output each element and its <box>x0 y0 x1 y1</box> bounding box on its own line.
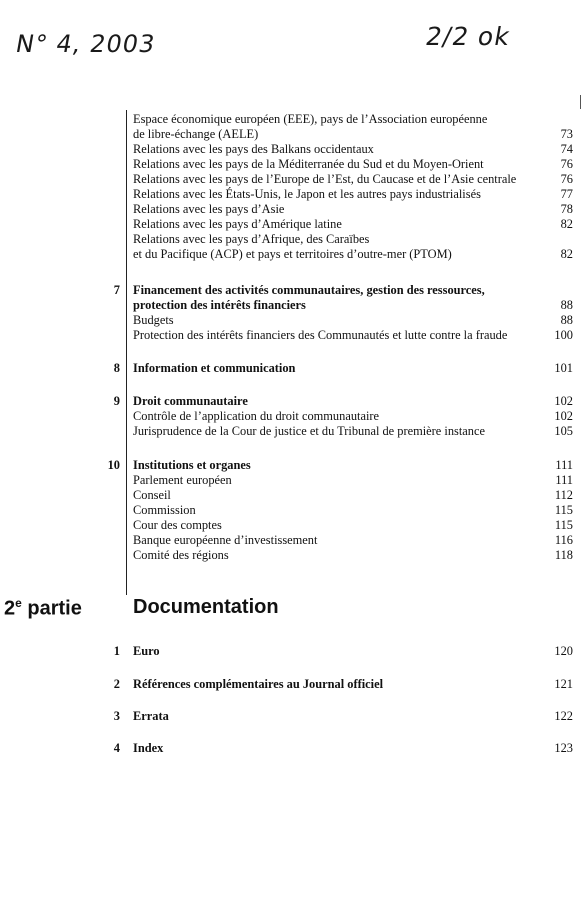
section-title-text: Information et communication <box>133 361 296 375</box>
toc-entry-page: 116 <box>554 533 573 547</box>
toc-entry[interactable] <box>133 112 573 127</box>
toc-entry[interactable] <box>133 488 573 503</box>
section-title[interactable] <box>133 394 573 409</box>
section-title-text: protection des intérêts financiers <box>133 298 306 312</box>
toc-entry-text: Jurisprudence de la Cour de justice et du Tribunal de première instance <box>133 424 486 438</box>
toc-entry-page: 105 <box>554 424 573 438</box>
toc-entry-page: 88 <box>560 313 573 327</box>
toc-entry-text: Espace économique européen (EEE), pays de l’Association européenne <box>133 112 488 126</box>
toc-entry[interactable] <box>133 202 573 217</box>
toc-entry-page: 76 <box>560 172 573 186</box>
toc-entry[interactable] <box>133 187 573 202</box>
toc-entry-text: Parlement européen <box>133 473 232 487</box>
section-title[interactable] <box>133 677 573 692</box>
section-title-text: Euro <box>133 644 160 658</box>
toc-entry-text: Commission <box>133 503 196 517</box>
section-title-page: 121 <box>554 677 573 691</box>
section-number: 7 <box>113 283 120 297</box>
section-number: 9 <box>113 394 120 408</box>
toc-entry-text: Contrôle de l’application du droit communautaire <box>133 409 380 423</box>
toc-entry-text: Relations avec les pays de l’Europe de l’Est, du Caucase et de l’Asie centrale <box>133 172 517 186</box>
section-title-page: 122 <box>554 709 573 723</box>
toc-entry-page: 112 <box>554 488 573 502</box>
toc-entry-text: Relations avec les pays d’Asie <box>133 202 285 216</box>
toc-entry[interactable] <box>133 533 573 548</box>
toc-entry-text: Banque européenne d’investissement <box>133 533 318 547</box>
handwritten-issue-note: N° 4, 2003 <box>13 30 158 58</box>
toc-entry-text: Relations avec les pays d’Afrique, des Caraïbes <box>133 232 370 246</box>
section-title-page: 102 <box>554 394 573 408</box>
section-number: 8 <box>113 361 120 375</box>
toc-entry-text: Comité des régions <box>133 548 229 562</box>
section-title-page: 111 <box>555 458 573 472</box>
toc-entry-page: 74 <box>560 142 573 156</box>
section-title-text: Financement des activités communautaires, gestion des ressources, <box>133 283 485 297</box>
toc-entry[interactable] <box>133 424 573 439</box>
section-title[interactable] <box>133 361 573 376</box>
section-title[interactable] <box>133 644 573 659</box>
part-title: Documentation <box>133 596 279 618</box>
toc-entry[interactable] <box>133 313 573 328</box>
section-title[interactable] <box>133 298 573 313</box>
toc-entry[interactable] <box>133 247 573 262</box>
section-title-text: Errata <box>133 709 169 723</box>
part-ordinal-suffix: e <box>15 596 22 610</box>
toc-entry-text: Conseil <box>133 488 171 502</box>
toc-entry-text: Relations avec les pays de la Méditerranée du Sud et du Moyen-Orient <box>133 157 484 171</box>
toc-entry-text: Protection des intérêts financiers des Communautés et lutte contre la fraude <box>133 328 508 342</box>
toc-entry[interactable] <box>133 328 573 343</box>
toc-entry-page: 100 <box>554 328 573 342</box>
section-title-text: Références complémentaires au Journal officiel <box>133 677 384 691</box>
toc-entry-page: 78 <box>560 202 573 216</box>
toc-entry-page: 115 <box>554 518 573 532</box>
section-number: 10 <box>107 458 120 472</box>
toc-entry[interactable] <box>133 518 573 533</box>
toc-entry[interactable] <box>133 127 573 142</box>
toc-entry-page: 115 <box>554 503 573 517</box>
toc-entry-text: Relations avec les pays d’Amérique latine <box>133 217 342 231</box>
toc-entry-page: 118 <box>554 548 573 562</box>
section-title-text: Index <box>133 741 164 755</box>
toc-entry[interactable] <box>133 142 573 157</box>
toc-entry[interactable] <box>133 473 573 488</box>
margin-mark <box>580 95 581 109</box>
section-number: 1 <box>113 644 120 658</box>
section-title-text: Droit communautaire <box>133 394 248 408</box>
toc-entry-text: et du Pacifique (ACP) et pays et territoires d’outre-mer (PTOM) <box>133 247 452 261</box>
toc-entry[interactable] <box>133 503 573 518</box>
section-title[interactable] <box>133 709 573 724</box>
toc-entry-text: Budgets <box>133 313 174 327</box>
toc-entry[interactable] <box>133 172 573 187</box>
part-number: 2 <box>4 597 16 620</box>
toc-entry-text: de libre-échange (AELE) <box>133 127 259 141</box>
section-number: 4 <box>113 741 120 755</box>
section-title[interactable] <box>133 741 573 756</box>
toc-entry-page: 76 <box>560 157 573 171</box>
section-title[interactable] <box>133 283 573 298</box>
toc-entry[interactable] <box>133 157 573 172</box>
part-label: partie <box>21 597 82 620</box>
section-title-page: 101 <box>554 361 573 375</box>
section-title-page: 123 <box>554 741 573 755</box>
toc-entry-page: 102 <box>554 409 573 423</box>
toc-entry-text: Relations avec les États-Unis, le Japon et les autres pays industrialisés <box>133 187 481 201</box>
toc-divider-line <box>126 110 127 595</box>
toc-entry-page: 73 <box>560 127 573 141</box>
toc-entry-text: Cour des comptes <box>133 518 222 532</box>
toc-entry[interactable] <box>133 232 573 247</box>
toc-entry-text: Relations avec les pays des Balkans occidentaux <box>133 142 374 156</box>
toc-entry-page: 82 <box>560 247 573 261</box>
section-title-text: Institutions et organes <box>133 458 251 472</box>
section-number: 3 <box>113 709 120 723</box>
toc-entry[interactable] <box>133 409 573 424</box>
toc-entry-page: 77 <box>560 187 573 201</box>
part-heading <box>4 596 82 621</box>
section-title-page: 88 <box>560 298 573 312</box>
handwritten-check-note: 2/2 ok <box>423 22 513 51</box>
section-number: 2 <box>113 677 120 691</box>
toc-entry-page: 111 <box>555 473 573 487</box>
section-title[interactable] <box>133 458 573 473</box>
toc-entry[interactable] <box>133 548 573 563</box>
toc-entry[interactable] <box>133 217 573 232</box>
toc-entry-page: 82 <box>560 217 573 231</box>
section-title-page: 120 <box>554 644 573 658</box>
